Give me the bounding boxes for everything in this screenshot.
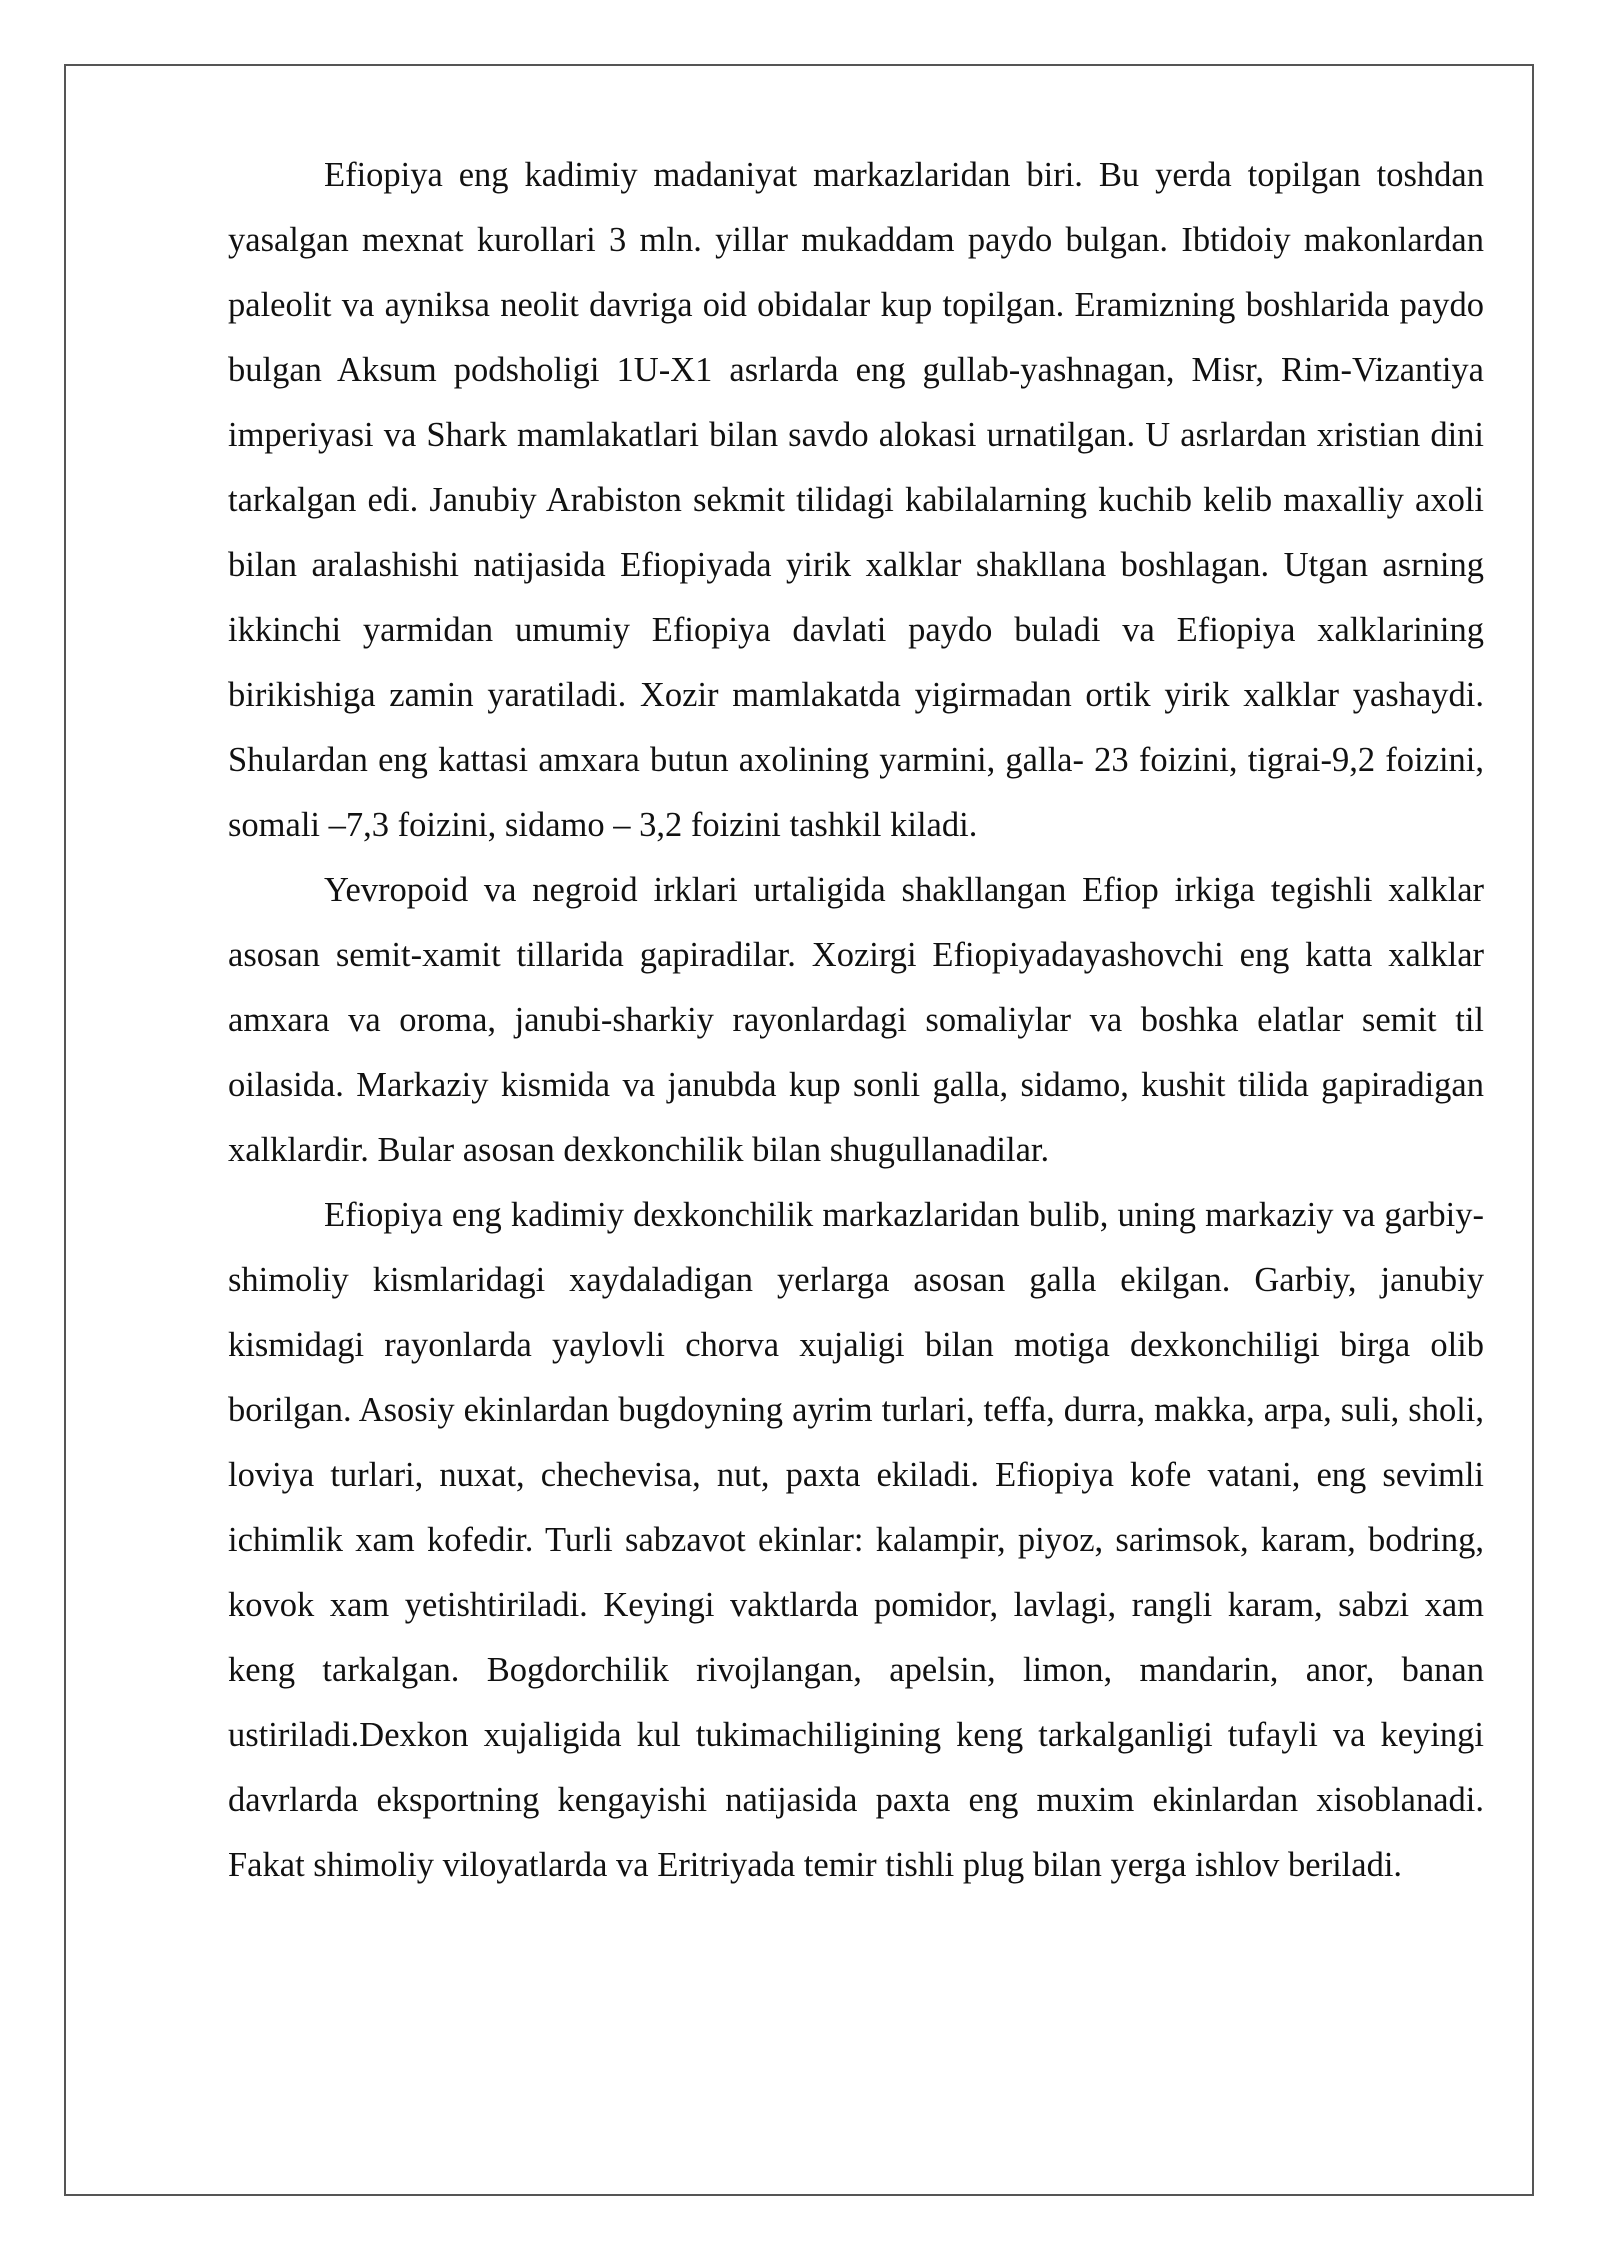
paragraph-ethiopia-peoples: Yevropoid va negroid irklari urtaligida shakllangan Efiop irkiga tegishli xalklar asosan semit-xamit tillarida gapiradilar. Xozirgi Efiopiyadayashovchi eng katta xalklar amxara va oroma, janubi-sharkiy rayonlardagi somaliylar va boshka elatlar semit til oilasida. Markaziy kismida va janubda kup sonli galla, sidamo, kushit tilida gapiradigan xalklardir. Bular asosan dexkonchilik bilan shugullanadilar. [228, 871, 1484, 1169]
document-body [228, 143, 1484, 1898]
paragraph-ethiopia-history: Efiopiya eng kadimiy madaniyat markazlaridan biri. Bu yerda topilgan toshdan yasalgan mexnat kurollari 3 mln. yillar mukaddam paydo bulgan. Ibtidoiy makonlardan paleolit va ayniksa neolit davriga oid obidalar kup topilgan. Eramizning boshlarida paydo bulgan Aksum podsholigi 1U-X1 asrlarda eng gullab-yashnagan, Misr, Rim-Vizantiya imperiyasi va Shark mamlakatlari bilan savdo alokasi urnatilgan. U asrlardan xristian dini tarkalgan edi. Janubiy Arabiston sekmit tilidagi kabilalarning kuchib kelib maxalliy axoli bilan aralashishi natijasida Efiopiyada yirik xalklar shakllana boshlagan. Utgan asrning ikkinchi yarmidan umumiy Efiopiya davlati paydo buladi va Efiopiya xalklarining birikishiga zamin yaratiladi. Xozir mamlakatda yigirmadan ortik yirik xalklar yashaydi. Shulardan eng kattasi amxara butun axolining yarmini, galla- 23 foizini, tigrai-9,2 foizini, somali –7,3 foizini, sidamo – 3,2 foizini tashkil kiladi. [228, 156, 1484, 844]
paragraph-ethiopia-agriculture: Efiopiya eng kadimiy dexkonchilik markazlaridan bulib, uning markaziy va garbiy-shimoliy kismlaridagi xaydaladigan yerlarga asosan galla ekilgan. Garbiy, janubiy kismidagi rayonlarda yaylovli chorva xujaligi bilan motiga dexkonchiligi birga olib borilgan. Asosiy ekinlardan bugdoyning ayrim turlari, teffa, durra, makka, arpa, suli, sholi, loviya turlari, nuxat, chechevisa, nut, paxta ekiladi. Efiopiya kofe vatani, eng sevimli ichimlik xam kofedir. Turli sabzavot ekinlar: kalampir, piyoz, sarimsok, karam, bodring, kovok xam yetishtiriladi. Keyingi vaktlarda pomidor, lavlagi, rangli karam, sabzi xam keng tarkalgan. Bogdorchilik rivojlangan, apelsin, limon, mandarin, anor, banan ustiriladi.Dexkon xujaligida kul tukimachiligining keng tarkalganligi tufayli va keyingi davrlarda eksportning kengayishi natijasida paxta eng muxim ekinlardan xisoblanadi. Fakat shimoliy viloyatlarda va Eritriyada temir tishli plug bilan yerga ishlov beriladi. [228, 1196, 1484, 1884]
